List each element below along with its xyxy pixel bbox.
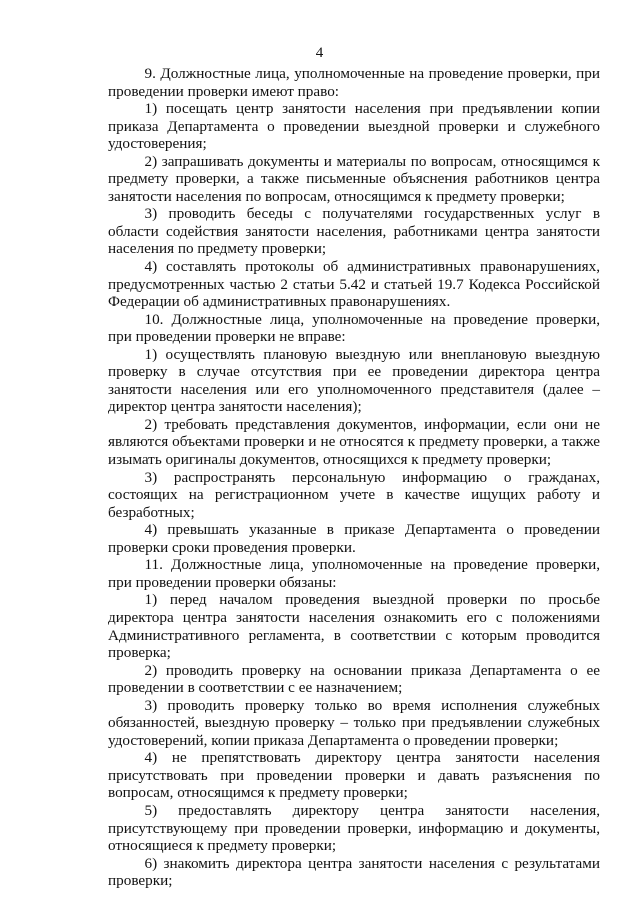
paragraph-11-item-5: 5) предоставлять директору центра занятости населения, присутствующему при проведении проверки, информацию и документы, относящиеся к предмету проверки; bbox=[108, 801, 600, 855]
paragraph-11-item-6: 6) знакомить директора центра занятости населения с результатами проверки; bbox=[108, 854, 600, 890]
paragraph-10: 10. Должностные лица, уполномоченные на проведение проверки, при проведении проверки не вправе: bbox=[108, 310, 600, 346]
paragraph-10-item-3: 3) распространять персональную информацию о гражданах, состоящих на регистрационном учете в качестве ищущих работу и безработных; bbox=[108, 468, 600, 521]
paragraph-9-item-2: 2) запрашивать документы и материалы по вопросам, относящимся к предмету проверки, а также письменные объяснения работников центра занятости населения по вопросам, относящимся к предмету проверки; bbox=[108, 152, 600, 205]
document-body bbox=[108, 65, 600, 890]
paragraph-11-item-2: 2) проводить проверку на основании приказа Департамента о ее проведении в соответствии с ее назначением; bbox=[108, 661, 600, 697]
paragraph-11: 11. Должностные лица, уполномоченные на проведение проверки, при проведении проверки обязаны: bbox=[108, 556, 600, 591]
paragraph-9-item-3: 3) проводить беседы с получателями государственных услуг в области содействия занятости населения, работниками центра занятости населения по предмету проверки; bbox=[108, 205, 600, 258]
paragraph-11-item-3: 3) проводить проверку только во время исполнения служебных обязанностей, выездную проверку – только при предъявлении служебных удостоверений, копии приказа Департамента о проведении проверки; bbox=[108, 696, 600, 749]
paragraph-9-item-1: 1) посещать центр занятости населения при предъявлении копии приказа Департамента о проведении выездной проверки и служебного удостоверения; bbox=[108, 100, 600, 153]
paragraph-11-item-1: 1) перед началом проведения выездной проверки по просьбе директора центра занятости населения ознакомить его с положениями Административного регламента, в соответствии с которым проводится проверка; bbox=[108, 591, 600, 662]
page-number: 4 bbox=[315, 45, 324, 61]
paragraph-10-item-2: 2) требовать представления документов, информации, если они не являются объектами проверки и не относятся к предмету проверки, а также изымать оригиналы документов, относящихся к предмету проверки; bbox=[108, 415, 600, 469]
paragraph-10-item-1: 1) осуществлять плановую выездную или внеплановую выездную проверку в случае отсутствия при ее проведении директора центра занятости населения или его уполномоченного представителя (далее – директор центра занятости населения); bbox=[108, 345, 600, 416]
paragraph-9-item-4: 4) составлять протоколы об административных правонарушениях, предусмотренных частью 2 статьи 5.42 и статьей 19.7 Кодекса Российской Федерации об административных правонарушениях. bbox=[108, 258, 600, 311]
paragraph-10-item-4: 4) превышать указанные в приказе Департамента о проведении проверки сроки проведения проверки. bbox=[108, 521, 600, 556]
paragraph-9: 9. Должностные лица, уполномоченные на проведение проверки, при проведении проверки имеют право: bbox=[108, 65, 600, 100]
paragraph-11-item-4: 4) не препятствовать директору центра занятости населения присутствовать при проведении проверки и давать разъяснения по вопросам, относящимся к предмету проверки; bbox=[108, 749, 600, 802]
